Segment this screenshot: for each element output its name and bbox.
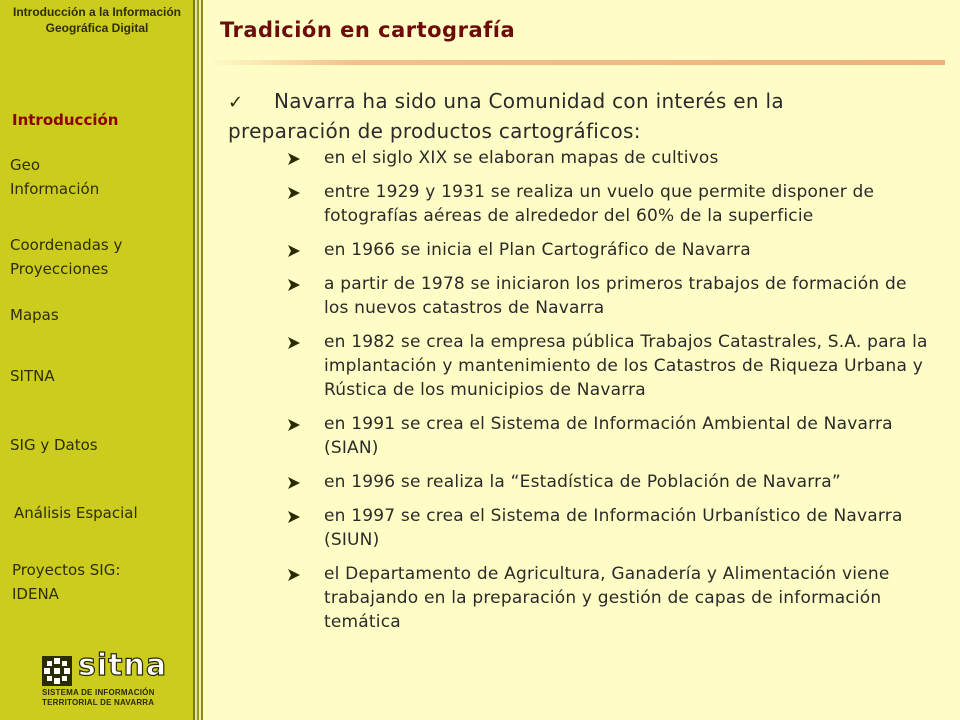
list-item <box>288 238 928 262</box>
arrow-bullet-icon <box>288 153 300 165</box>
list-item <box>288 504 928 552</box>
nav-item-introduccion[interactable]: Introducción <box>12 111 119 129</box>
nav-item-proyectos-sig-idena[interactable]: Proyectos SIG: IDENA <box>12 561 121 603</box>
arrow-bullet-icon <box>288 477 300 489</box>
list-item-text: a partir de 1978 se iniciaron los primeros trabajos de formación de los nuevos catastros de Navarra <box>324 274 907 318</box>
logo-subtitle-line2: TERRITORIAL DE NAVARRA <box>42 698 155 707</box>
nav-item-analisis-espacial[interactable]: Análisis Espacial <box>14 504 138 522</box>
arrow-bullet-icon <box>288 245 300 257</box>
list-item-text: en 1996 se realiza la “Estadística de Población de Navarra” <box>324 472 841 492</box>
list-item <box>288 562 928 634</box>
arrow-bullet-icon <box>288 187 300 199</box>
list-item <box>288 180 928 228</box>
list-item-text: entre 1929 y 1931 se realiza un vuelo que permite disponer de fotografías aéreas de alrededor del 60% de la superficie <box>324 182 875 226</box>
nav-item-mapas[interactable]: Mapas <box>10 306 59 324</box>
list-item-text: en 1991 se crea el Sistema de Información Ambiental de Navarra (SIAN) <box>324 414 893 458</box>
list-item <box>288 272 928 320</box>
logo-subtitle-line1: SISTEMA DE INFORMACIÓN <box>42 688 155 697</box>
list-item <box>288 470 928 494</box>
arrow-bullet-icon <box>288 279 300 291</box>
intro-paragraph <box>228 87 908 146</box>
arrow-bullet-icon <box>288 511 300 523</box>
list-item <box>288 412 928 460</box>
sitna-emblem-icon <box>42 656 72 686</box>
nav-item-sig-datos[interactable]: SIG y Datos <box>10 436 98 454</box>
page-title: Tradición en cartografía <box>220 18 516 42</box>
arrow-bullet-icon <box>288 569 300 581</box>
list-item-text: en el siglo XIX se elaboran mapas de cultivos <box>324 148 719 168</box>
sitna-logo <box>42 648 168 710</box>
intro-text: Navarra ha sido una Comunidad con interés en la preparación de productos cartográficos: <box>228 89 784 143</box>
list-item-text: en 1966 se inicia el Plan Cartográfico de Navarra <box>324 240 751 260</box>
check-icon: ✓ <box>228 92 244 113</box>
sidebar <box>0 0 193 720</box>
arrow-bullet-icon <box>288 419 300 431</box>
course-title: Introducción a la Información Geográfica Digital <box>12 5 182 35</box>
logo-name: sitna <box>78 648 168 683</box>
list-item-text: el Departamento de Agricultura, Ganadería y Alimentación viene trabajando en la preparación y gestión de capas de información temática <box>324 564 890 632</box>
title-divider <box>207 60 945 65</box>
sidebar-border <box>193 0 203 720</box>
arrow-bullet-icon <box>288 337 300 349</box>
list-item-text: en 1982 se crea la empresa pública Trabajos Catastrales, S.A. para la implantación y mantenimiento de los Catastros de Riqueza Urbana y Rústica de los municipios de Navarra <box>324 332 928 400</box>
list-item <box>288 330 928 402</box>
list-item <box>288 146 928 170</box>
nav-item-sitna[interactable]: SITNA <box>10 367 55 385</box>
list-item-text: en 1997 se crea el Sistema de Información Urbanístico de Navarra (SIUN) <box>324 506 903 550</box>
nav-item-geo-informacion[interactable]: Geo Información <box>10 156 100 198</box>
nav-item-coordenadas-proyecciones[interactable]: Coordenadas y Proyecciones <box>10 236 123 278</box>
bullet-list <box>288 146 928 644</box>
